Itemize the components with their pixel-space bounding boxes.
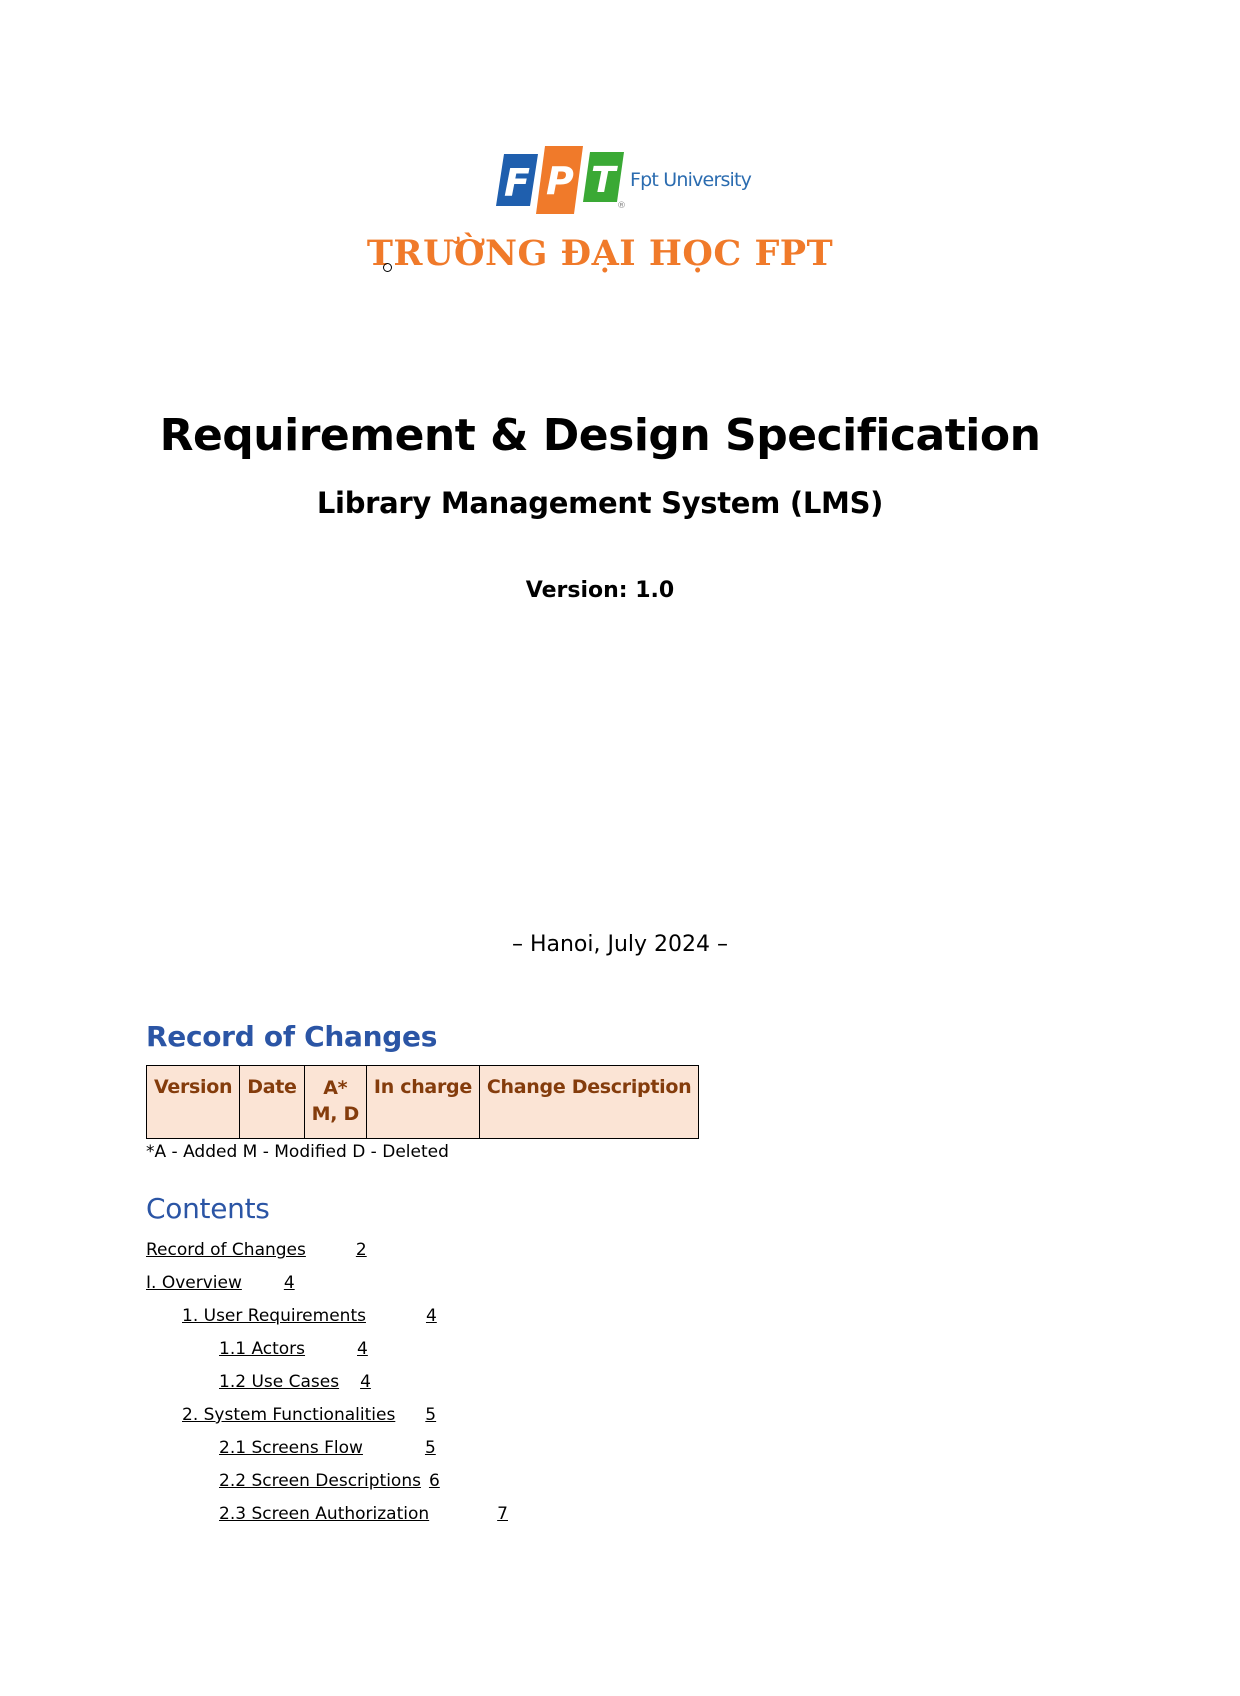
toc-page: 4 [425,1306,437,1326]
col-amd [304,1066,366,1139]
toc-item-system-functionalities[interactable] [182,1405,436,1425]
svg-text:P: P [546,159,574,203]
registered-mark: ® [617,201,626,211]
toc-page: 7 [497,1504,508,1524]
toc-label: 2.2 Screen Descriptions [219,1471,421,1491]
toc-page: 5 [424,1438,436,1458]
col-amd-line2: M, D [311,1103,359,1125]
toc-item-use-cases[interactable] [219,1372,371,1392]
toc-label: 1.1 Actors [219,1339,306,1359]
toc-label: 2. System Functionalities [182,1405,396,1425]
logo-tile-t [583,152,624,202]
logo-tile-f [496,154,538,206]
svg-text:F: F [504,161,530,205]
toc-label: 2.3 Screen Authorization [219,1504,430,1524]
col-date: Date [240,1066,304,1139]
col-amd-line1: A* [323,1077,348,1099]
toc-label: Record of Changes [146,1240,306,1260]
document-version: Version: 1.0 [525,578,675,603]
contents-heading: Contents [146,1192,270,1225]
toc-label: 2.1 Screens Flow [219,1438,363,1458]
toc-item-screen-descriptions[interactable] [219,1471,440,1491]
toc-page: 5 [425,1405,437,1425]
toc-page: 2 [355,1240,367,1260]
toc-item-screen-authorization[interactable] [219,1504,508,1524]
toc-item-record-of-changes[interactable] [146,1240,367,1260]
toc-label: 1.2 Use Cases [219,1372,340,1392]
toc-item-actors[interactable] [219,1339,368,1359]
toc-item-overview[interactable] [146,1273,295,1293]
col-change-description: Change Description [479,1066,698,1139]
document-subtitle: Library Management System (LMS) [316,486,884,520]
toc-page: 4 [357,1339,368,1359]
logo-tagline: Fpt University [630,169,752,191]
toc-page: 6 [428,1471,440,1491]
table-header-row [147,1066,699,1139]
svg-text:T: T [591,160,616,201]
record-of-changes-heading: Record of Changes [146,1020,438,1053]
logo-tile-p [536,146,583,214]
toc-item-user-requirements[interactable] [182,1306,437,1326]
table-legend: *A - Added M - Modified D - Deleted [146,1142,449,1162]
toc-label: 1. User Requirements [182,1306,366,1326]
col-in-charge: In charge [366,1066,479,1139]
document-title: Requirement & Design Specification [159,410,1041,461]
toc-page: 4 [283,1273,295,1293]
bullet-circle-icon [383,263,392,272]
fpt-logo [490,140,752,220]
toc-item-screens-flow[interactable] [219,1438,436,1458]
toc-page: 4 [360,1372,371,1392]
place-date: – Hanoi, July 2024 – [511,932,729,957]
record-of-changes-table [146,1065,699,1139]
toc-label: I. Overview [146,1273,242,1293]
col-version: Version [147,1066,240,1139]
university-name: TRƯỜNG ĐẠI HỌC FPT [366,233,834,274]
